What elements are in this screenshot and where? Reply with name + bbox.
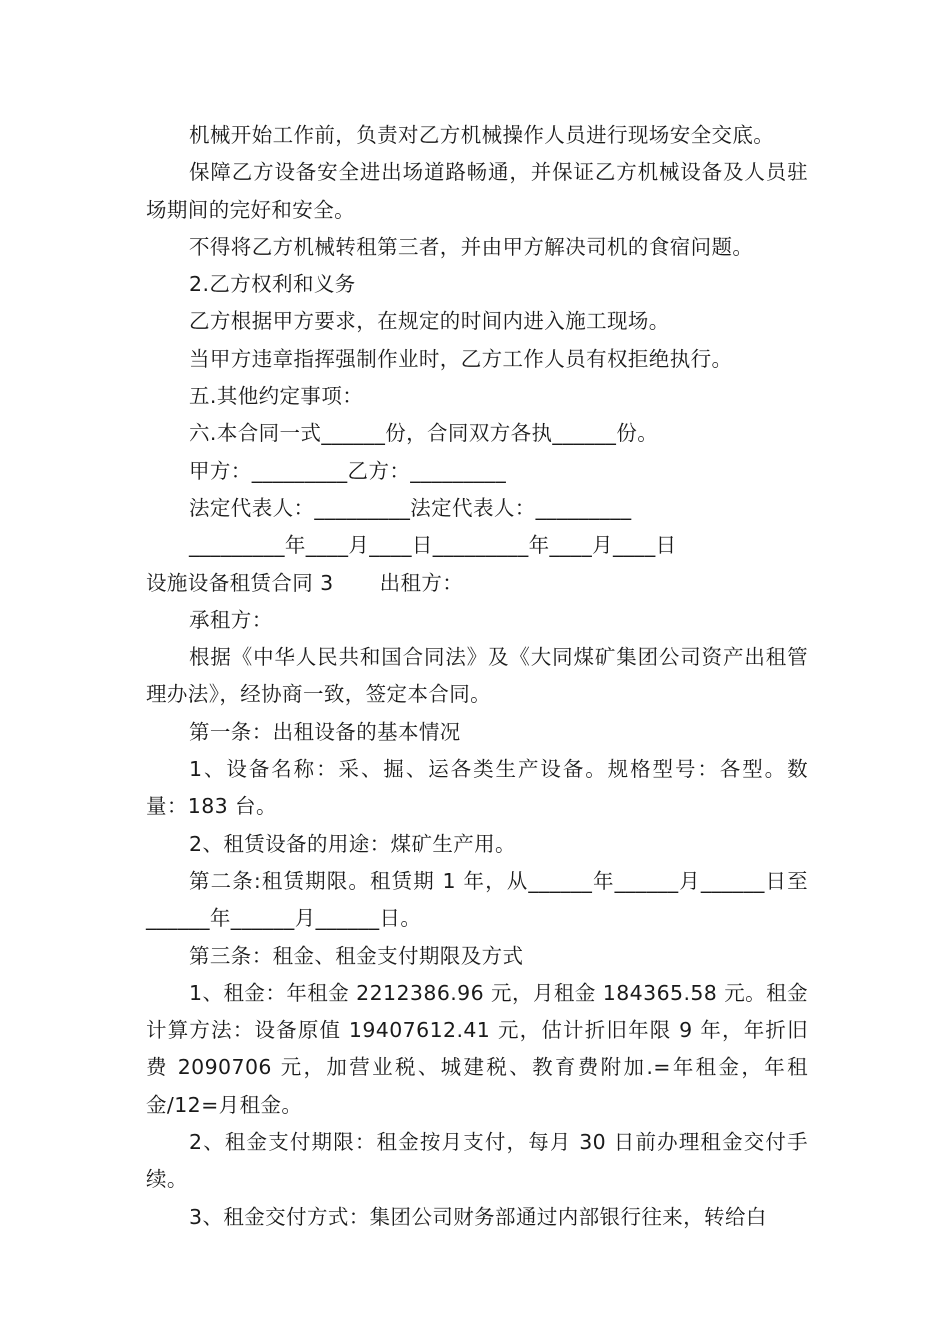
contract-title-line [146, 565, 808, 602]
paragraph: 第二条:租赁期限。租赁期 1 年，从______年______月______日至______年______月______日。 [146, 868, 808, 931]
paragraph: 当甲方违章指挥强制作业时，乙方工作人员有权拒绝执行。 [189, 346, 733, 371]
document-body [146, 117, 808, 1236]
article-heading: 第一条：出租设备的基本情况 [189, 719, 461, 744]
date-line: _________年____月____日_________年____月____日 [189, 533, 677, 558]
paragraph: 保障乙方设备安全进出场道路畅通，并保证乙方机械设备及人员驻场期间的完好和安全。 [146, 160, 808, 222]
lessor-label: 出租方： [379, 570, 464, 595]
lessee-label: 承租方： [189, 607, 273, 632]
paragraph: 2、租金支付期限：租金按月支付，每月 30 日前办理租金交付手续。 [146, 1130, 808, 1192]
contract-title: 设施设备租赁合同 3 [146, 570, 334, 595]
paragraph: 2、租赁设备的用途：煤矿生产用。 [189, 831, 516, 856]
paragraph: 六.本合同一式______份，合同双方各执______份。 [189, 421, 659, 446]
paragraph: 乙方根据甲方要求，在规定的时间内进入施工现场。 [189, 309, 670, 334]
paragraph: 机械开始工作前，负责对乙方机械操作人员进行现场安全交底。 [189, 123, 775, 147]
article-heading: 第三条：租金、租金支付期限及方式 [189, 943, 524, 968]
paragraph: 不得将乙方机械转租第三者，并由甲方解决司机的食宿问题。 [189, 234, 754, 259]
signature-line: 甲方：_________乙方：_________ [189, 458, 507, 483]
paragraph: 3、租金交付方式：集团公司财务部通过内部银行往来，转给白 [189, 1204, 767, 1229]
paragraph: 1、设备名称：采、掘、运各类生产设备。规格型号：各型。数量：183 台。 [146, 757, 808, 819]
section-heading: 五.其他约定事项： [189, 384, 364, 409]
signature-line: 法定代表人：_________法定代表人：_________ [189, 495, 632, 520]
paragraph: 根据《中华人民共和国合同法》及《大同煤矿集团公司资产出租管理办法》，经协商一致，签定本合同。 [146, 645, 808, 707]
section-heading: 2.乙方权利和义务 [189, 272, 356, 297]
paragraph: 1、租金：年租金 2212386.96 元，月租金 184365.58 元。租金计算方法：设备原值 19407612.41 元，估计折旧年限 9 年，年折旧费 2090706 元，加营业税、城建税、教育费附加.=年租金，年租金/12=月租金。 [146, 980, 808, 1117]
